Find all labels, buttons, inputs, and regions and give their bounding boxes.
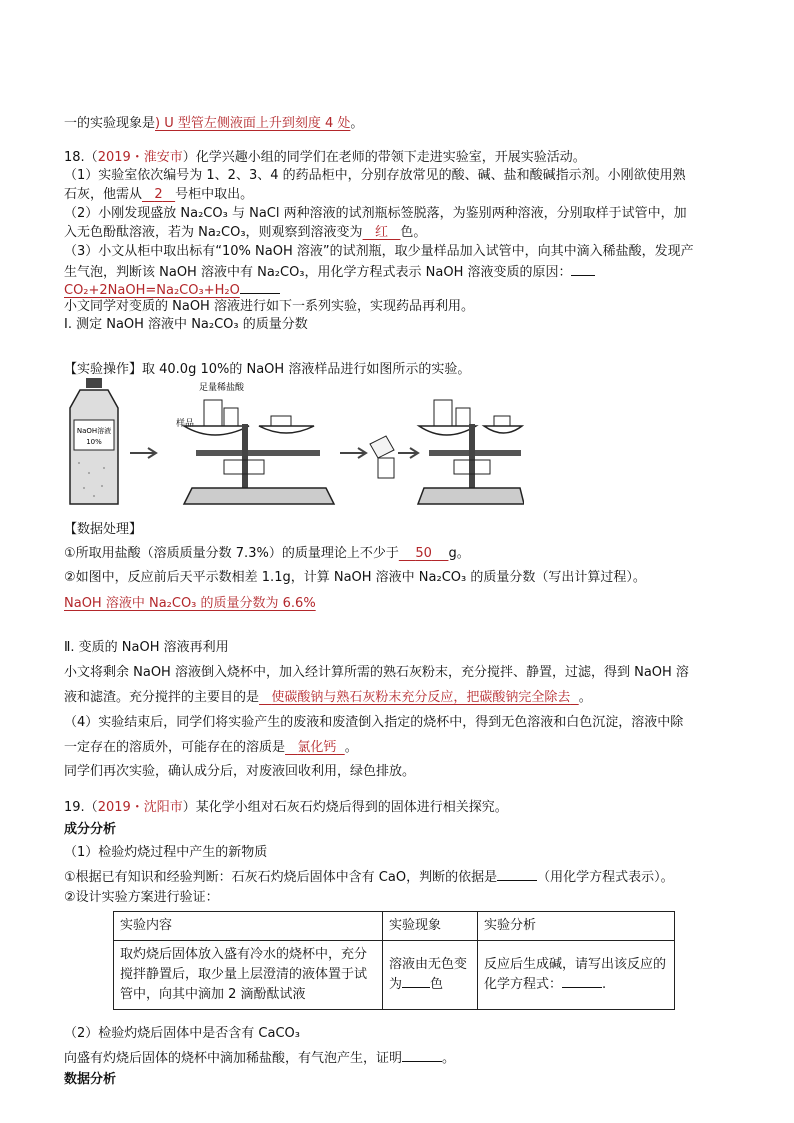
q18-p4: 小文同学对变质的 NaOH 溶液进行如下一系列实验，实现药品再利用。 [64,299,474,314]
q17-tail-line: 一的实验现象是) U 型管左侧液面上升到刻度 4 处。 [64,116,364,131]
q18-p1b: 石灰，他需从 2 号柜中取出。 [64,187,254,202]
table-row [114,941,675,1010]
table-cell-analysis: 反应后生成碱，请写出该反应的化学方程式： . [478,941,675,1010]
reagent-bottle-icon [70,378,118,504]
balance-after-icon [418,400,524,504]
q18-sec1: Ⅰ. 测定 NaOH 溶液中 Na₂CO₃ 的质量分数 [64,317,308,332]
q18-p2a: （2）小刚发现盛放 Na₂CO₃ 与 NaCl 两种溶液的试剂瓶标签脱落，为鉴别两种溶液，分别取样于试管中，加 [64,206,687,221]
q18-header: 18.（2019・淮安市）化学兴趣小组的同学们在老师的带领下走进实验室，开展实验活动。 [64,150,586,165]
table-cell-content: 取灼烧后固体放入盛有冷水的烧杯中，充分搅拌静置后，取少量上层澄清的液体置于试管中，向其中滴加 2 滴酚酞试液 [114,941,383,1010]
q18-sec2: Ⅱ. 变质的 NaOH 溶液再利用 [64,640,229,655]
q18-p3b: 生气泡，判断该 NaOH 溶液中有 Na₂CO₃，用化学方程式表示 NaOH 溶液变质的原因： [64,263,595,281]
q19-b1: （2）检验灼烧后固体中是否含有 CaCO₃ [64,1026,300,1041]
q19-heading-composition: 成分分析 [64,822,117,837]
q18-answer-5: 使碳酸钠与熟石灰粉末充分反应，把碳酸钠完全除去 [271,690,571,705]
q18-source: 2019・淮安市 [97,150,183,165]
q18-p3c [64,281,280,299]
table-header: 实验分析 [478,912,675,941]
q18-p1a: （1）实验室依次编号为 1、2、3、4 的药品柜中，分别存放常见的酸、碱、盐和酸碱指示剂。小刚欲使用熟 [64,168,686,183]
q19-blank-2 [402,1049,442,1062]
q18-p2b: 入无色酚酞溶液，若为 Na₂CO₃，则观察到溶液变为 红 色。 [64,225,427,240]
svg-text:样品: 样品 [176,419,195,429]
q19-a2: ①根据已有知识和经验判断：石灰石灼烧后固体中含有 CaO，判断的依据是 （用化学方程式表示）。 [64,870,674,885]
q18-answer-3: CO₂+2NaOH=Na₂CO₃+H₂O [64,283,240,298]
q19-source: 2019・沈阳市 [97,800,183,815]
svg-text:足量稀盐酸: 足量稀盐酸 [199,383,245,393]
table-header-row [114,912,675,941]
q19-a3: ②设计实验方案进行验证： [64,890,219,905]
svg-text:NaOH溶液: NaOH溶液 [76,427,112,435]
q18-p6: 同学们再次实验，确认成分后，对废液回收利用，绿色排放。 [64,764,416,779]
q18-dp1: ①所取用盐酸（溶质质量分数 7.3%）的质量理论上不少于 50 g。 [64,546,470,561]
table-cell-phenomenon: 溶液由无色变为 色 [383,941,478,1010]
q19-experiment-table [113,911,675,1010]
q18-answer-1: 2 [154,187,163,202]
pouring-beaker-icon [370,436,394,478]
q18-answer-6: 氯化钙 [297,740,337,755]
q18-p5a: （4）实验结束后，同学们将实验产生的废液和废渣倒入指定的烧杯中，得到无色溶液和白色沉淀，溶液中除 [64,715,684,730]
q19-header: 19.（2019・沈阳市）某化学小组对石灰石灼烧后得到的固体进行相关探究。 [64,800,508,815]
arrow-icon [340,448,366,458]
svg-text:10%: 10% [86,438,102,446]
arrow-icon [130,448,156,458]
q19-heading-data: 数据分析 [64,1072,117,1087]
q18-s2a: 小文将剩余 NaOH 溶液倒入烧杯中，加入经计算所需的熟石灰粉末，充分搅拌、静置，过滤，得到 NaOH 溶 [64,665,689,680]
q18-dp2-answer: NaOH 溶液中 Na₂CO₃ 的质量分数为 6.6% [64,596,316,611]
q18-answer-4: 50 [415,546,432,561]
q18-exp-op: 【实验操作】取 40.0g 10%的 NaOH 溶液样品进行如图所示的实验。 [64,362,471,377]
q18-dp2: ②如图中，反应前后天平示数相差 1.1g，计算 NaOH 溶液中 Na₂CO₃ 的质量分数（写出计算过程）。 [64,570,646,585]
table-header: 实验现象 [383,912,478,941]
table-header: 实验内容 [114,912,383,941]
experiment-figure [64,378,524,508]
q18-s2b: 液和滤渣。充分搅拌的主要目的是 使碳酸钠与熟石灰粉末充分反应，把碳酸钠完全除去 。 [64,690,592,705]
q18-p3a: （3）小文从柜中取出标有“10% NaOH 溶液”的试剂瓶，取少量样品加入试管中，向其中滴入稀盐酸，发现产 [64,244,694,259]
q18-answer-2: 红 [374,225,388,240]
q19-blank-1 [497,868,537,881]
q17-answer: ) U 型管左侧液面上升到刻度 4 处 [155,116,351,131]
arrow-icon [398,448,418,458]
balance-before-icon [176,381,334,504]
q18-p5b: 一定存在的溶质外，可能存在的溶质是 氯化钙 。 [64,740,358,755]
q19-b2: 向盛有灼烧后固体的烧杯中滴加稀盐酸，有气泡产生，证明 。 [64,1051,456,1066]
q19-a1: （1）检验灼烧过程中产生的新物质 [64,845,268,860]
q18-data-proc: 【数据处理】 [64,522,143,537]
